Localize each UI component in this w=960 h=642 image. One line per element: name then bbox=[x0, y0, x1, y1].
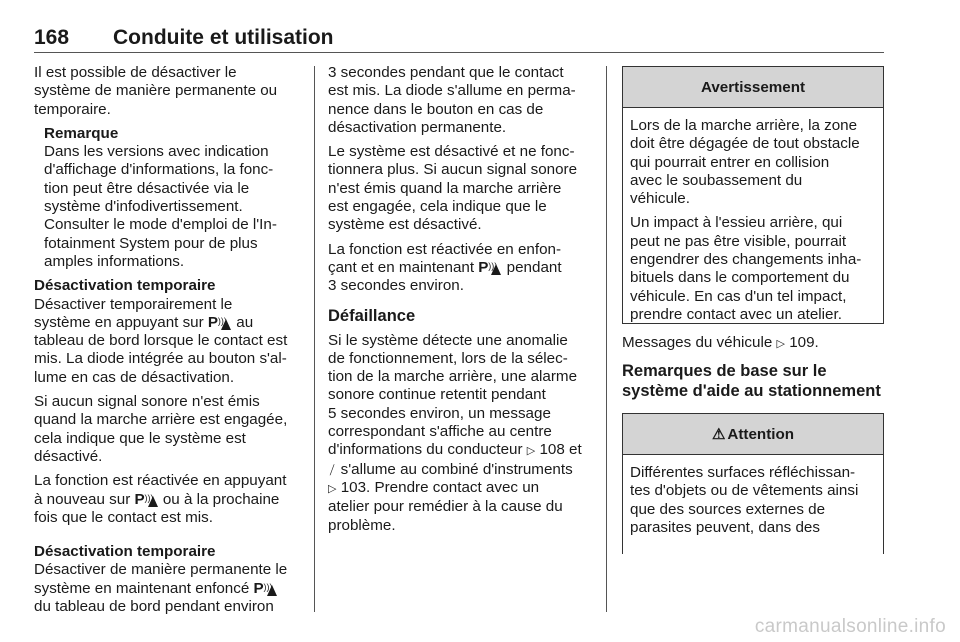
perm-deactivation-heading: Désactivation temporaire bbox=[34, 543, 216, 561]
reactivation-hold-paragraph: La fonction est réactivée en enfon- çant et en maintenant P ))) pendant 3 secondes environ. bbox=[328, 240, 562, 295]
column-divider-2 bbox=[606, 66, 607, 612]
column-3-text bbox=[622, 334, 888, 407]
column-1 bbox=[34, 64, 300, 616]
parking-basics-heading: Remarques de base sur le système d'aide au stationnement bbox=[622, 362, 881, 401]
park-pilot-icon: P ))) bbox=[208, 314, 232, 332]
warning-title: Avertissement bbox=[623, 67, 883, 108]
attention-box bbox=[622, 413, 884, 554]
header-rule bbox=[34, 52, 884, 53]
failure-heading: Défaillance bbox=[328, 306, 416, 325]
page-reference-link[interactable]: 109. bbox=[789, 334, 819, 351]
intro-paragraph: Il est possible de désactiver le système de manière permanente ou temporaire. bbox=[34, 64, 278, 118]
page-number: 168 bbox=[34, 26, 70, 49]
column-divider-1 bbox=[314, 66, 315, 612]
deactivated-paragraph: Le système est désactivé et ne fonc- tionnera plus. Si aucun signal sonore n'est émis quand la marche arrière est engagée, cela indique que le système est désactivé. bbox=[328, 143, 578, 234]
reference-arrow-icon: ▷ bbox=[526, 445, 536, 458]
reactivation-paragraph: La fonction est réactivée en appuyant à nouveau sur P ))) ou à la prochaine fois que le contact est mis. bbox=[34, 472, 287, 526]
vehicle-messages-line: Messages du véhicule ▷ 109. bbox=[622, 334, 888, 353]
page-reference-link[interactable]: 103. Prendre contact avec un bbox=[340, 478, 540, 496]
warning-box bbox=[622, 66, 884, 324]
page-title: Conduite et utilisation bbox=[113, 26, 334, 49]
attention-header bbox=[623, 414, 883, 455]
park-pilot-icon: P ))) bbox=[134, 491, 158, 509]
temp-deactivation-paragraph: Désactivation temporaire Désactiver temporairement le système en appuyant sur P ))) au tableau de bord lorsque le contact est mis. La diode intégrée au bouton s'al- lume en cas de désactivation. bbox=[34, 277, 300, 387]
warning-triangle-icon: ⚠ bbox=[711, 426, 726, 443]
temp-deactivation-heading: Désactivation temporaire bbox=[34, 277, 216, 295]
park-pilot-icon: P ))) bbox=[478, 259, 502, 277]
page-header bbox=[34, 26, 884, 52]
permanent-continued-paragraph: 3 secondes pendant que le contact est mis. La diode s'allume en perma- nence dans le bouton en cas de désactivation permanente. bbox=[328, 64, 576, 136]
remark-title: Remarque bbox=[44, 124, 119, 142]
no-signal-paragraph: Si aucun signal sonore n'est émis quand la marche arrière est engagée, cela indique que le système est désactivé. bbox=[34, 393, 288, 465]
reference-arrow-icon: ▷ bbox=[328, 482, 337, 495]
page-reference-link[interactable]: 108 et bbox=[539, 441, 582, 459]
perm-deactivation-paragraph: Désactivation temporaire Désactiver de manière permanente le système en maintenant enfoncé P ))) du tableau de bord pendant environ bbox=[34, 543, 300, 616]
steering-fault-icon: ⟋ bbox=[325, 461, 339, 478]
reference-arrow-icon: ▷ bbox=[776, 338, 785, 350]
watermark: carmanualsonline.info bbox=[754, 616, 946, 637]
park-pilot-icon: P ))) bbox=[254, 580, 278, 598]
attention-title: Attention bbox=[727, 425, 795, 443]
failure-paragraph: Si le système détecte une anomalie de fonctionnement, lors de la sélec- tion de la marche arrière, une alarme sonore continue retentit pendant 5 secondes environ, un message correspondant s'affiche au centre d'informations du conducteur ▷ 108 et ⟋ s'allume au combiné d'instruments ▷ 103. Prendre contact avec un atelier pour remédier à la cause du problème. bbox=[325, 331, 582, 534]
attention-body: Différentes surfaces réfléchissan- tes d'objets ou de vêtements ainsi que des sources externes de parasites peuvent, dans des bbox=[630, 464, 859, 536]
remark-note: Remarque Dans les versions avec indication d'affichage d'informations, la fonc- tion peut être désactivée via le système d'infodivertissement. Consulter le mode d'emploi de l'In- fotainment System pour de plus amples informations. bbox=[34, 125, 300, 271]
warning-body: Lors de la marche arrière, la zone doit être dégagée de tout obstacle qui pourrait entrer en collision avec le soubassement du véhicule. Un impact à l'essieu arrière, qui peut ne pas être visible, pourrait engendrer des changements inha- bituels dans le comportement du véhicule. En cas d'un tel impact, prendre contact avec un atelier. bbox=[630, 117, 862, 323]
column-2 bbox=[325, 64, 598, 541]
